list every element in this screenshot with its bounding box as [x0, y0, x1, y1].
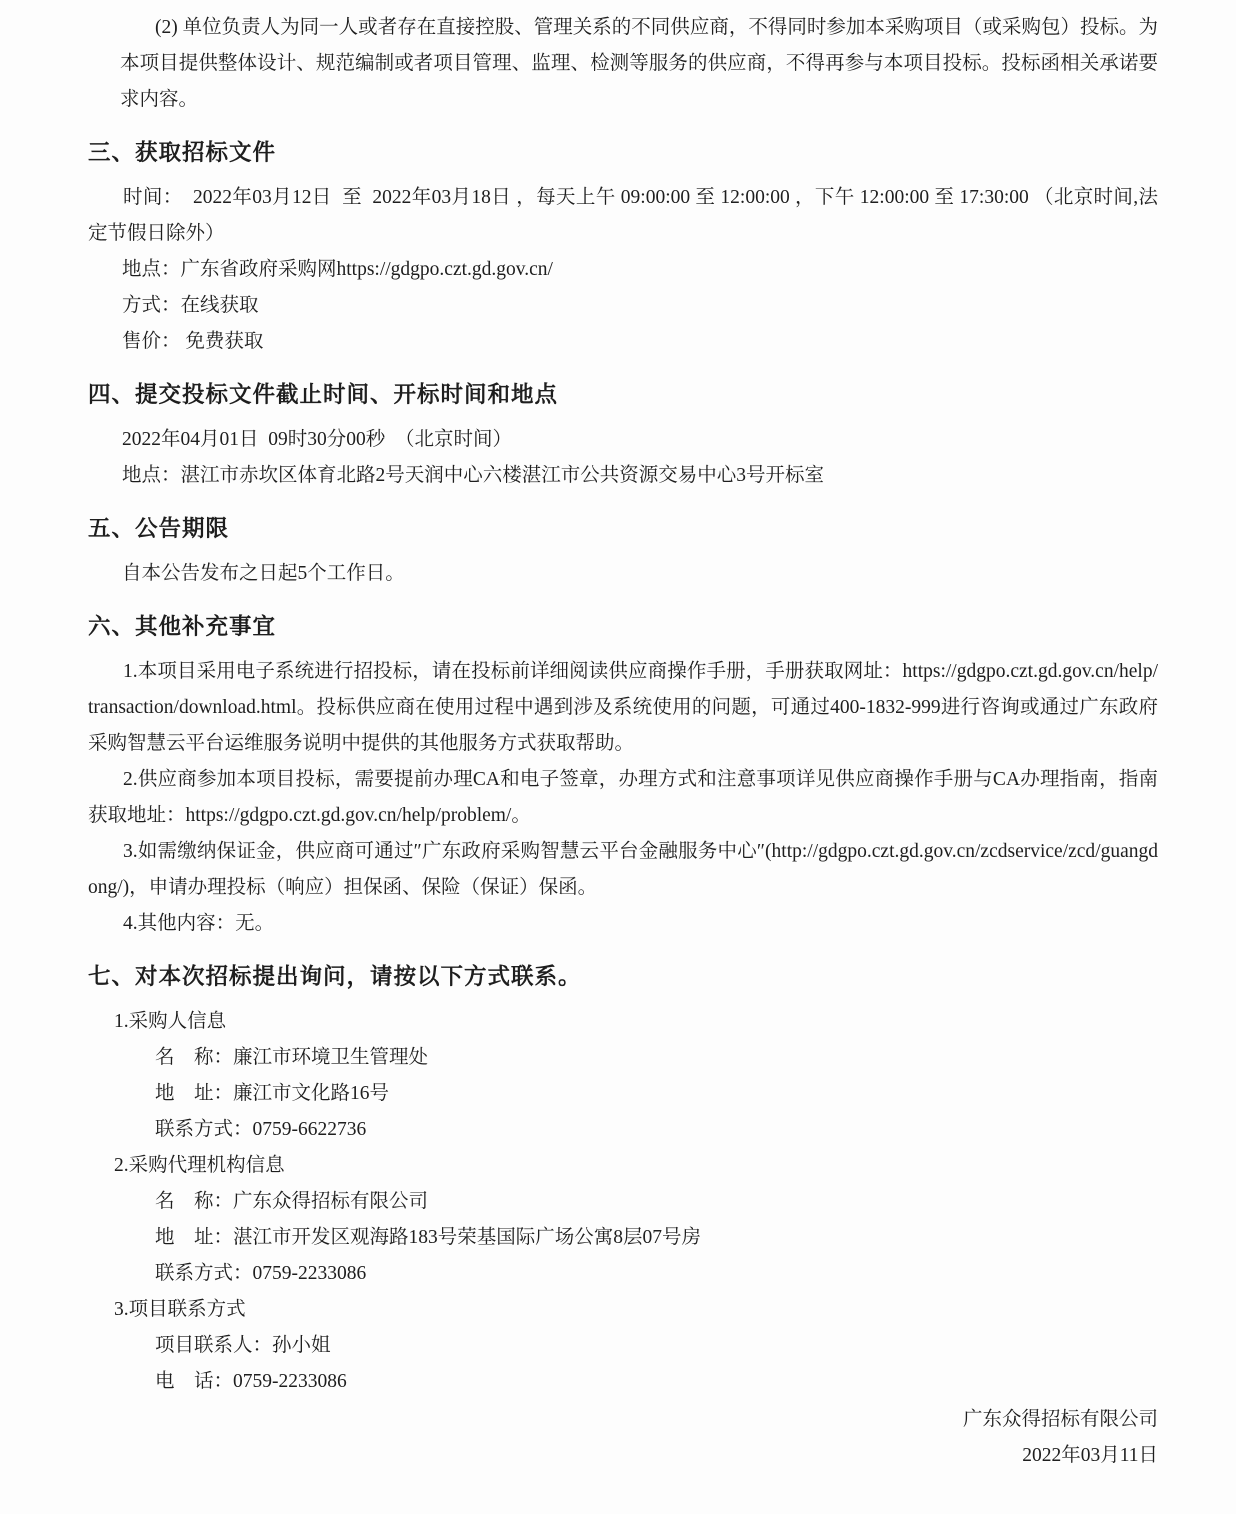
agency-contact: 联系方式：0759-2233086 — [155, 1263, 367, 1284]
purchaser-contact: 联系方式：0759-6622736 — [155, 1119, 367, 1140]
project-contact-phone: 电 话：0759-2233086 — [155, 1371, 347, 1392]
submission-deadline-time: 2022年04月01日 09时30分00秒 （北京时间） — [122, 429, 513, 450]
section-heading-obtain-documents: 三、获取招标文件 — [88, 140, 277, 165]
section-heading-announcement-period: 五、公告期限 — [88, 516, 230, 541]
section-heading-supplementary: 六、其他补充事宜 — [88, 614, 277, 639]
section-heading-submission-deadline: 四、提交投标文件截止时间、开标时间和地点 — [88, 382, 559, 407]
obtain-price: 售价： 免费获取 — [122, 331, 264, 352]
purchaser-address: 地 址：廉江市文化路16号 — [155, 1083, 390, 1104]
agency-address: 地 址：湛江市开发区观海路183号荣基国际广场公寓8层07号房 — [155, 1227, 702, 1248]
obtain-method: 方式：在线获取 — [122, 295, 259, 316]
obtain-time: 时间： 2022年03月12日 至 2022年03月18日 ，每天上午 09:00:00 至 12:00:00 ，下午 12:00:00 至 17:30:00 （北京时间,法定节假日除外） — [88, 187, 1158, 244]
purchaser-info-title: 1.采购人信息 — [114, 1011, 227, 1032]
supplementary-item-2: 2.供应商参加本项目投标，需要提前办理CA和电子签章，办理方式和注意事项详见供应商操作手册与CA办理指南，指南获取地址：https://gdgpo.czt.gd.gov.cn/help/problem/。 — [88, 769, 1158, 826]
purchaser-name: 名 称：廉江市环境卫生管理处 — [155, 1047, 429, 1068]
project-contact-title: 3.项目联系方式 — [114, 1299, 246, 1320]
agency-info-title: 2.采购代理机构信息 — [114, 1155, 285, 1176]
supplementary-item-1: 1.本项目采用电子系统进行招投标，请在投标前详细阅读供应商操作手册，手册获取网址：https://gdgpo.czt.gd.gov.cn/help/transaction/download.html。投标供应商在使用过程中遇到涉及系统使用的问题，可通过400-1832-999进行咨询或通过广东政府采购智慧云平台运维服务说明中提供的其他服务方式获取帮助。 — [88, 661, 1158, 754]
submission-location: 地点：湛江市赤坎区体育北路2号天润中心六楼湛江市公共资源交易中心3号开标室 — [122, 465, 825, 486]
supplementary-item-4: 4.其他内容：无。 — [123, 913, 275, 934]
obtain-location: 地点：广东省政府采购网https://gdgpo.czt.gd.gov.cn/ — [122, 259, 553, 280]
project-contact-person: 项目联系人：孙小姐 — [155, 1335, 331, 1356]
signature-date: 2022年03月11日 — [1022, 1445, 1158, 1466]
signature-block — [88, 1402, 1158, 1474]
section-heading-contact: 七、对本次招标提出询问，请按以下方式联系。 — [88, 964, 582, 989]
signature-company: 广东众得招标有限公司 — [962, 1409, 1158, 1430]
supplementary-item-3: 3.如需缴纳保证金，供应商可通过″广东政府采购智慧云平台金融服务中心″(http://gdgpo.czt.gd.gov.cn/zcdservice/zcd/guangdong/)，申请办理投标（响应）担保函、保险（保证）保函。 — [88, 841, 1158, 898]
agency-name: 名 称：广东众得招标有限公司 — [155, 1191, 429, 1212]
document-page — [88, 10, 1158, 1474]
announcement-period-text: 自本公告发布之日起5个工作日。 — [122, 563, 405, 584]
clause-2-note: (2) 单位负责人为同一人或者存在直接控股、管理关系的不同供应商，不得同时参加本采购项目（或采购包）投标。为本项目提供整体设计、规范编制或者项目管理、监理、检测等服务的供应商，不得再参与本项目投标。投标函相关承诺要求内容。 — [120, 17, 1158, 110]
